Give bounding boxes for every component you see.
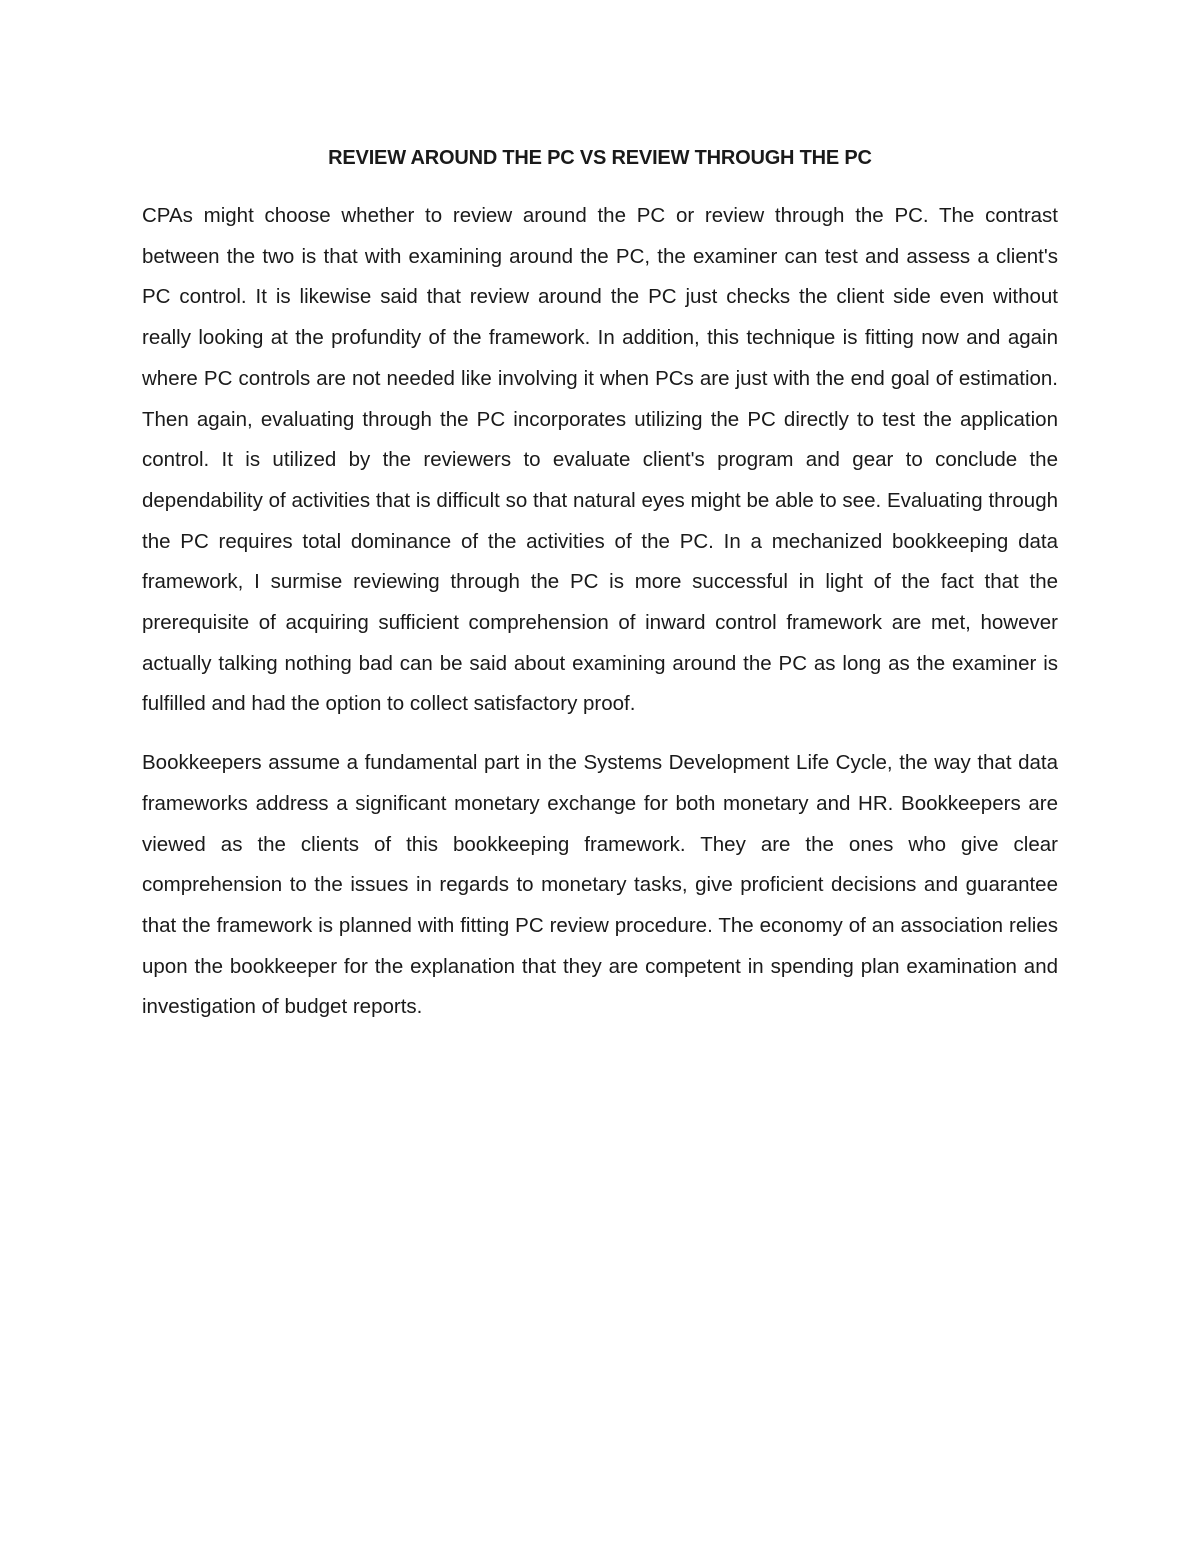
document-title: REVIEW AROUND THE PC VS REVIEW THROUGH THE PC [328, 147, 872, 169]
document-body [142, 138, 1058, 1046]
paragraph-bookkeepers-role: Bookkeepers assume a fundamental part in the Systems Development Life Cycle, the way that data frameworks address a significant monetary exchange for both monetary and HR. Bookkeepers are viewed as the clients of this bookkeeping framework. They are the ones who give clear comprehension to the issues in regards to monetary tasks, give proficient decisions and guarantee that the framework is planned with fitting PC review procedure. The economy of an association relies upon the bookkeeper for the explanation that they are competent in spending plan examination and investigation of budget reports. [142, 751, 1058, 1019]
paragraph-audit-approaches: CPAs might choose whether to review around the PC or review through the PC. The contrast between the two is that with examining around the PC, the examiner can test and assess a client's PC control. It is likewise said that review around the PC just checks the client side even without really looking at the profundity of the framework. In addition, this technique is fitting now and again where PC controls are not needed like involving it when PCs are just with the end goal of estimation. Then again, evaluating through the PC incorporates utilizing the PC directly to test the application control. It is utilized by the reviewers to evaluate client's program and gear to conclude the dependability of activities that is difficult so that natural eyes might be able to see. Evaluating through the PC requires total dominance of the activities of the PC. In a mechanized bookkeeping data framework, I surmise reviewing through the PC is more successful in light of the fact that the prerequisite of acquiring sufficient comprehension of inward control framework are met, however actually talking nothing bad can be said about examining around the PC as long as the examiner is fulfilled and had the option to collect satisfactory proof. [142, 204, 1058, 716]
